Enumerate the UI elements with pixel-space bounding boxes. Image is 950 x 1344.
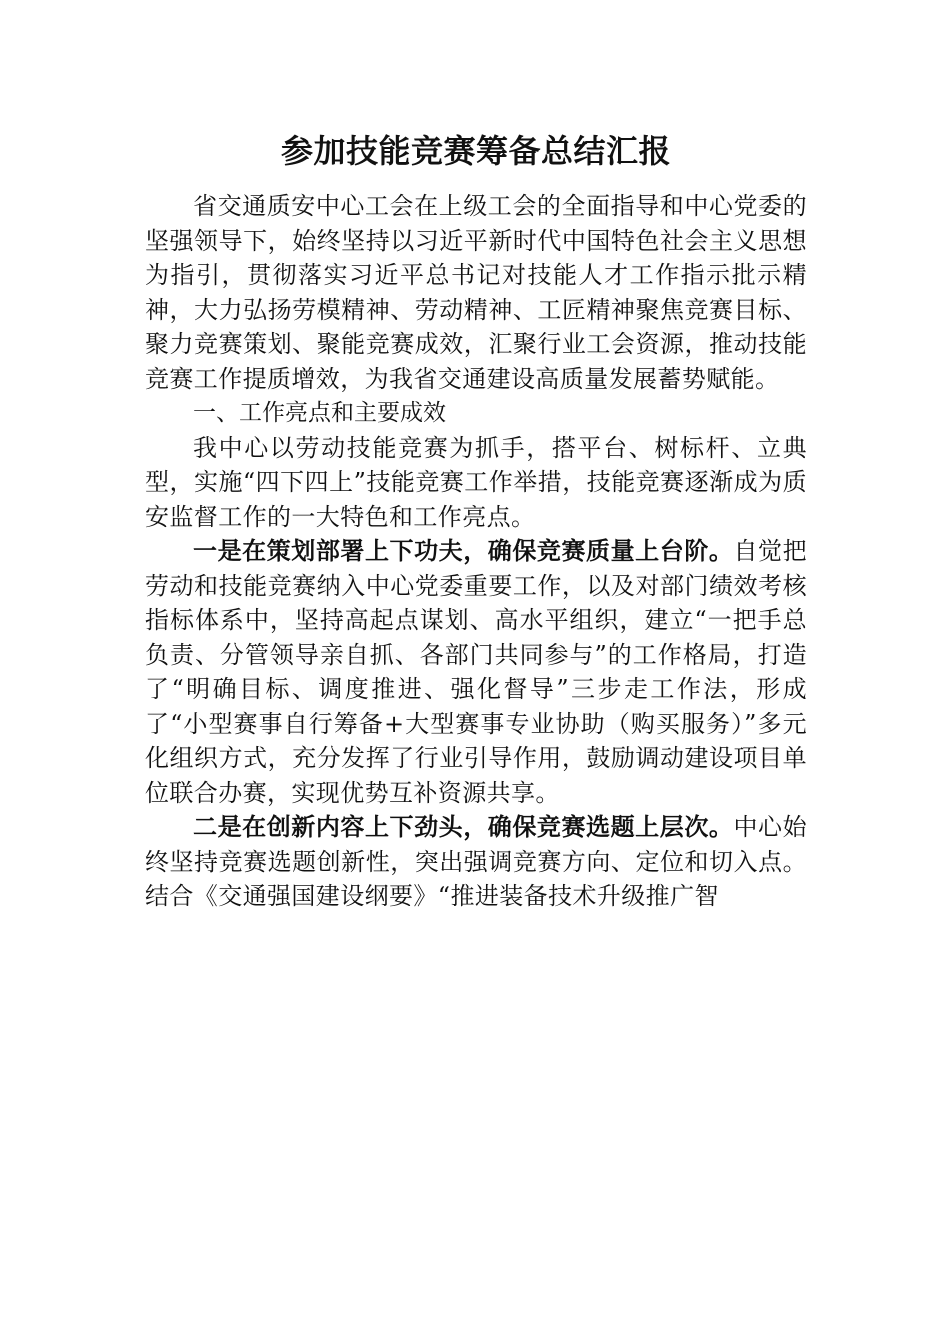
point-one-paragraph xyxy=(145,534,807,810)
point-one-lead: 一是在策划部署上下功夫，确保竞赛质量上台阶。 xyxy=(193,536,734,565)
document-title: 参加技能竞赛筹备总结汇报 xyxy=(280,132,671,170)
point-two-paragraph xyxy=(145,810,807,914)
section-heading: 一、工作亮点和主要成效 xyxy=(193,400,446,426)
point-two-body: 中心始终坚持竞赛选题创新性，突出强调竞赛方向、定位和切入点。结合《交通强国建设纲要》“推进装备技术升级推广智 xyxy=(145,813,807,910)
document-page xyxy=(145,127,807,914)
point-one-body: 自觉把劳动和技能竞赛纳入中心党委重要工作，以及对部门绩效考核指标体系中，坚持高起点谋划、高水平组织，建立“一把手总负责、分管领导亲自抓、各部门共同参与”的工作格局，打造了“明确目标、调度推进、强化督导”三步走工作法，形成了“小型赛事自行筹备+大型赛事专业协助（购买服务）”多元化组织方式，充分发挥了行业引导作用，鼓励调动建设项目单位联合办赛，实现优势互补资源共享。 xyxy=(145,537,807,807)
intro-paragraph: 省交通质安中心工会在上级工会的全面指导和中心党委的坚强领导下，始终坚持以习近平新时代中国特色社会主义思想为指引，贯彻落实习近平总书记对技能人才工作指示批示精神，大力弘扬劳模精神、劳动精神、工匠精神聚焦竞赛目标、聚力竞赛策划、聚能竞赛成效，汇聚行业工会资源，推动技能竞赛工作提质增效，为我省交通建设高质量发展蓄势赋能。 xyxy=(145,192,807,393)
section-intro-paragraph: 我中心以劳动技能竞赛为抓手，搭平台、树标杆、立典型，实施“四下四上”技能竞赛工作举措，技能竞赛逐渐成为质安监督工作的一大特色和工作亮点。 xyxy=(145,433,807,531)
point-two-lead: 二是在创新内容上下劲头，确保竞赛选题上层次。 xyxy=(193,812,734,841)
